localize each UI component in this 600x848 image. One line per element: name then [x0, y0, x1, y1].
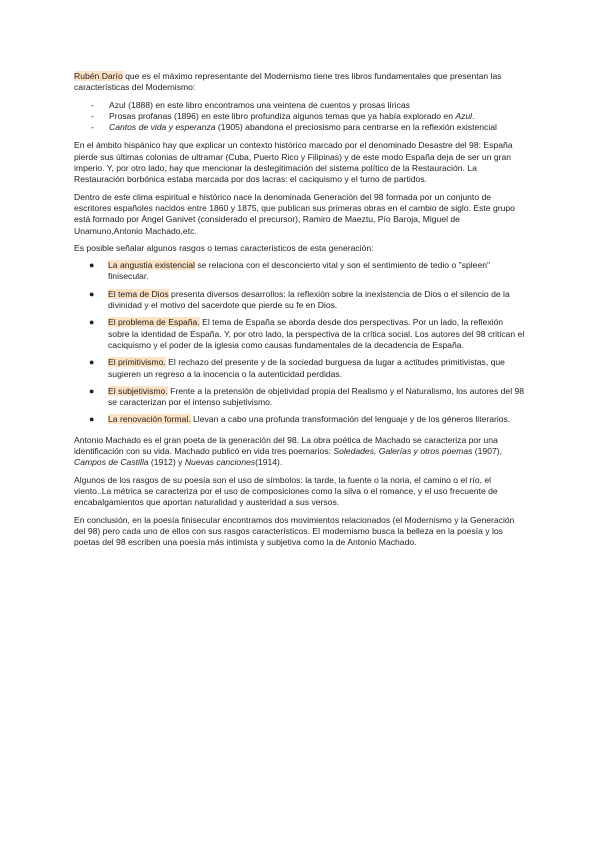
machado-book-soledades: Soledades, Galerías y otros poemas — [333, 446, 473, 457]
highlight-renovacion: La renovación formal. — [108, 414, 191, 425]
features-list — [74, 260, 526, 426]
list-item-prosas-profanas — [91, 111, 526, 122]
machado-text-d: (1914). — [255, 457, 283, 468]
machado-text-a: Antonio Machado es el gran poeta de la generación del 98. La obra poética de Machado se caracteriza por una identificación con su vida. Machado publicó en vida tres poemarios: — [74, 434, 498, 457]
book-prosas-italic: Azul — [455, 110, 473, 121]
feature-text: El rechazo del presente y de la sociedad burguesa da lugar a actitudes primitivistas, que sugieren un regreso a la inocencia o la autenticidad perdidas. — [108, 357, 505, 379]
intro-paragraph — [74, 71, 526, 94]
features-intro: Es posible señalar algunos rasgos o temas característicos de esta generación: — [74, 242, 374, 253]
document-body — [74, 71, 526, 554]
feature-text: se relaciona con el desconcierto vital y son el sentimiento de tedio o "spleen" finisecular. — [108, 260, 491, 282]
book-cantos-text: (1905) abandona el preciosismo para centrarse en la reflexión existencial — [215, 122, 497, 133]
bullet-marker: ● — [89, 357, 95, 368]
list-item-cantos — [91, 122, 526, 133]
poetry-traits-paragraph: Algunos de los rasgos de su poesía son el uso de símbolos: la tarde, la fuente o la noria, el camino o el río, el viento..La métrica se caracteriza por el uso de composiciones como la silva o el romance, y el uso frecuente de encabalgamientos que aportan naturalidad y austeridad a sus versos. — [74, 474, 498, 508]
highlight-dios: El tema de Dios — [108, 288, 169, 299]
machado-paragraph — [74, 435, 526, 469]
machado-book-nuevas: Nuevas canciones — [184, 457, 256, 468]
generation-paragraph: Dentro de este clima espiritual e histórico nace la denominada Generación del 98 formada por un conjunto de escritores españoles nacidos entre 1860 y 1875, que publican sus primeras obras en el cambio de siglo. Este grupo está formado por Ángel Ganivet (considerado el precursor), Ramiro de Maeztu, Pío Baroja, Miguel de Unamuno,Antonio Machado,etc. — [74, 191, 515, 236]
book-prosas-tail: . — [472, 110, 475, 121]
list-item-dios — [89, 289, 526, 312]
highlight-angustia: La angustia existencial — [108, 260, 195, 271]
machado-text-b: (1907), — [472, 446, 503, 457]
feature-text: Frente a la pretensión de objetividad propia del Realismo y el Naturalismo, los autores del 98 se caracterizan por el intenso subjetivismo. — [108, 385, 525, 408]
feature-text: El tema de España se aborda desde dos perspectivas. Por un lado, la reflexión sobre la identidad de España. Y, por otro lado, la perspectiva de la crítica social. Los autores del 98 critican el caciquismo y el poder de la iglesia como causas fundamentales de la decadencia de España. — [108, 317, 525, 350]
list-item-espana — [89, 317, 526, 351]
highlight-ruben-dario: Rubén Darío — [74, 71, 123, 81]
bullet-marker: ● — [89, 260, 95, 271]
list-item-subjetivismo — [89, 386, 526, 409]
machado-text-c: (1912) y — [148, 457, 185, 468]
bullet-marker: ● — [89, 385, 95, 396]
context-paragraph: En el ámbito hispánico hay que explicar un contexto histórico marcado por el denominado Desastre del 98: España pierde sus últimas colonias de ultramar (Cuba, Puerto Rico y Filipinas) y de este modo España deja de ser un gran imperio. Y, por otro lado, hay que mencionar la deslegitimación del sistema político de la Restauración. La Restauración borbónica estaba marcada por dos lacras: el caciquismo y el turno de partidos. — [74, 140, 513, 185]
list-item-renovacion — [89, 414, 526, 425]
highlight-subjetivismo: El subjetivismo. — [108, 385, 168, 396]
list-item-azul — [91, 100, 526, 111]
bullet-marker: ● — [89, 317, 95, 328]
intro-text: que es el máximo representante del Modernismo tiene tres libros fundamentales que presentan las características del Modernismo: — [74, 71, 502, 93]
feature-text: Llevan a cabo una profunda transformación del lenguaje y de los géneros literarios. — [190, 414, 511, 425]
machado-book-campos: Campos de Castilla — [74, 457, 149, 468]
dash-marker: - — [91, 110, 94, 121]
dash-marker: - — [91, 99, 94, 110]
highlight-primitivismo: El primitivismo. — [108, 357, 166, 368]
bullet-marker: ● — [89, 414, 95, 425]
list-item-angustia — [89, 260, 526, 283]
feature-text: presenta diversos desarrollos: la reflexión sobre la inexistencia de Dios o el silencio de la divinidad y el motivo del sacerdote que pierde su fe en Dios. — [108, 288, 510, 311]
highlight-espana: El problema de España. — [108, 317, 200, 328]
list-item-primitivismo — [89, 357, 526, 380]
bullet-marker: ● — [89, 288, 95, 299]
conclusion-paragraph: En conclusión, en la poesía finisecular encontramos dos movimientos relacionados (el Modernismo y la Generación del 98) pero cada uno de ellos con sus rasgos característicos. El modernismo busca la belleza en la poesía y los poetas del 98 escriben una poesía más intimista y subjetiva como la de Antonio Machado. — [74, 514, 515, 548]
dash-marker: - — [91, 122, 94, 133]
book-azul-text: Azul (1888) en este libro encontramos una veintena de cuentos y prosas líricas — [109, 99, 410, 110]
book-prosas-text: Prosas profanas (1896) en este libro profundiza algunos temas que ya había explorado en — [109, 110, 456, 121]
books-list — [74, 100, 526, 134]
book-cantos-title: Cantos de vida y esperanza — [109, 122, 216, 133]
